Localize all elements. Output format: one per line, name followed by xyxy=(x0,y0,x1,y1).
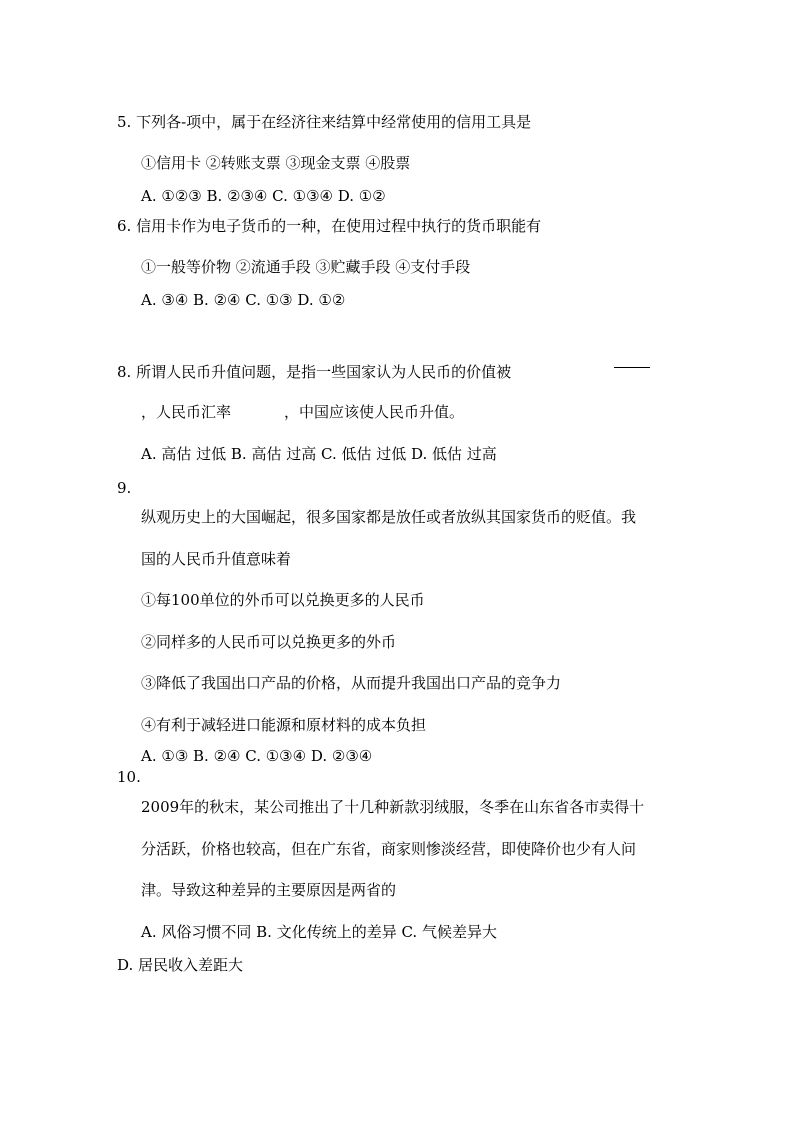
q9-stem-line-1: 纵观历史上的大国崛起，很多国家都是放任或者放纵其国家货币的贬值。我 xyxy=(141,508,637,526)
q9-options: A. ①③ B. ②④ C. ①③④ D. ②③④ xyxy=(141,747,373,765)
q5-options: A. ①②③ B. ②③④ C. ①③④ D. ①② xyxy=(141,187,386,205)
q9-number: 9. xyxy=(117,479,132,497)
q9-stem-line-2: 国的人民币升值意味着 xyxy=(141,550,292,568)
q6-stem: 6. 信用卡作为电子货币的一种，在使用过程中执行的货币职能有 xyxy=(117,217,542,235)
q10-option-d: D. 居民收入差距大 xyxy=(117,956,244,974)
q6-options: A. ③④ B. ②④ C. ①③ D. ①② xyxy=(141,291,346,309)
q9-item-1: ①每100单位的外币可以兑换更多的人民币 xyxy=(141,591,425,609)
q10-options: A. 风俗习惯不同 B. 文化传统上的差异 C. 气候差异大 xyxy=(141,923,497,941)
q9-item-4: ④有利于减轻进口能源和原材料的成本负担 xyxy=(141,716,427,734)
q10-stem-line-3: 津。导致这种差异的主要原因是两省的 xyxy=(141,881,397,899)
q8-stem-continuation-b: ，中国应该使人民币升值。 xyxy=(284,403,465,421)
q6-items: ①一般等价物 ②流通手段 ③贮藏手段 ④支付手段 xyxy=(141,258,471,276)
q8-answer-blank xyxy=(614,367,650,368)
q9-item-2: ②同样多的人民币可以兑换更多的外币 xyxy=(141,633,397,651)
q10-stem-line-1: 2009年的秋末，某公司推出了十几种新款羽绒服，冬季在山东省各市卖得十 xyxy=(141,798,645,816)
q5-stem: 5. 下列各-项中，属于在经济往来结算中经常使用的信用工具是 xyxy=(117,113,532,131)
q8-options: A. 高估 过低 B. 高估 过高 C. 低估 过低 D. 低估 过高 xyxy=(141,445,497,463)
q8-stem: 8. 所谓人民币升值问题，是指一些国家认为人民币的价值被 xyxy=(117,363,512,381)
q10-number: 10. xyxy=(117,768,141,786)
q10-stem-line-2: 分活跃，价格也较高，但在广东省，商家则惨淡经营，即使降价也少有人问 xyxy=(141,840,637,858)
q5-items: ①信用卡 ②转账支票 ③现金支票 ④股票 xyxy=(141,154,411,172)
q9-item-3: ③降低了我国出口产品的价格，从而提升我国出口产品的竞争力 xyxy=(141,674,562,692)
q8-stem-continuation-a: ，人民币汇率 xyxy=(141,403,232,421)
